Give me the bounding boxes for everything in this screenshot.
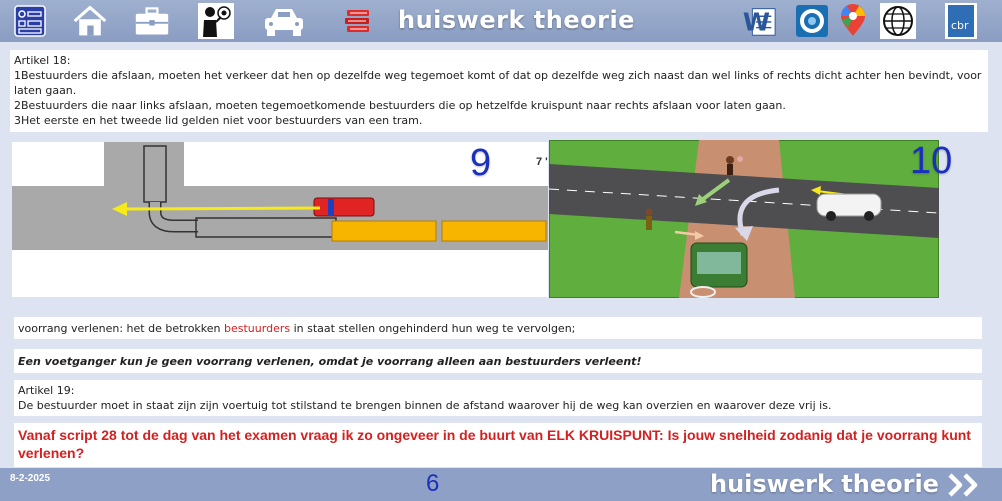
definition-text-before: voorrang verlenen: het de betrokken <box>18 322 225 335</box>
article-19-text: De bestuurder moet in staat zijn zijn voertuig tot stilstand te brengen binnen de afstand waarover hij de weg kan overzien en waarover deze vrij is. <box>18 399 832 412</box>
script-note: Vanaf script 28 tot de dag van het examen vraag ik zo ongeveer in de buurt van ELK KRUISPUNT: Is jouw snelheid zodanig dat je voorrang kunt verlenen? <box>14 423 982 467</box>
svg-text:W: W <box>742 7 771 37</box>
article-18-heading: Artikel 18: <box>14 54 71 67</box>
globe-icon[interactable] <box>880 3 916 39</box>
app-title: huiswerk theorie <box>398 6 635 34</box>
double-chevron-right-icon[interactable] <box>946 472 986 501</box>
definition-box <box>14 317 982 339</box>
svg-text:cbr: cbr <box>951 19 969 32</box>
page-number: 6 <box>426 470 440 497</box>
figure-9-road-diagram <box>12 142 548 297</box>
article-19 <box>14 380 982 416</box>
cbr-logo[interactable] <box>944 3 978 39</box>
person-with-target-icon[interactable] <box>198 3 234 39</box>
maps-icon[interactable] <box>835 3 871 39</box>
word-icon[interactable] <box>741 3 777 39</box>
figure-10-intersection-illustration <box>549 140 939 298</box>
article-19-heading: Artikel 19: <box>18 384 75 397</box>
footer-bar <box>0 468 1002 501</box>
top-bar <box>0 0 1002 42</box>
pedestrian-note: Een voetganger kun je geen voorrang verlenen, omdat je voorrang alleen aan bestuurders verleent! <box>14 349 982 373</box>
figure-9-number: 9 <box>470 142 492 184</box>
article-18 <box>10 50 988 132</box>
definition-text-after: in staat stellen ongehinderd hun weg te vervolgen; <box>290 322 576 335</box>
article-18-line-3: 3Het eerste en het tweede lid gelden niet voor bestuurders van een tram. <box>14 114 423 127</box>
definition-highlight: bestuurders <box>224 322 291 335</box>
figure-10-number: 10 <box>910 140 953 182</box>
article-18-line-2: 2Bestuurders die naar links afslaan, moeten tegemoetkomende bestuurders die op hetzelfde kruispunt naar rechts afslaan voor laten gaan. <box>14 99 786 112</box>
footer-date: 8-2-2025 <box>10 473 51 484</box>
article-18-line-1: 1Bestuurders die afslaan, moeten het verkeer dat hen op dezelfde weg tegemoet komt of dat op dezelfde weg zich naast dan wel links of rechts dicht achter hen bevindt, voor laten gaan. <box>14 69 982 97</box>
home-icon[interactable] <box>72 3 108 39</box>
content-area <box>0 42 1002 468</box>
small-label: 7 ' <box>536 156 548 168</box>
list-menu-icon[interactable] <box>12 3 48 39</box>
car-icon[interactable] <box>262 3 306 39</box>
briefcase-icon[interactable] <box>134 3 170 39</box>
books-icon[interactable] <box>340 3 376 39</box>
ring-app-icon[interactable] <box>794 3 830 39</box>
footer-title: huiswerk theorie <box>710 470 939 498</box>
